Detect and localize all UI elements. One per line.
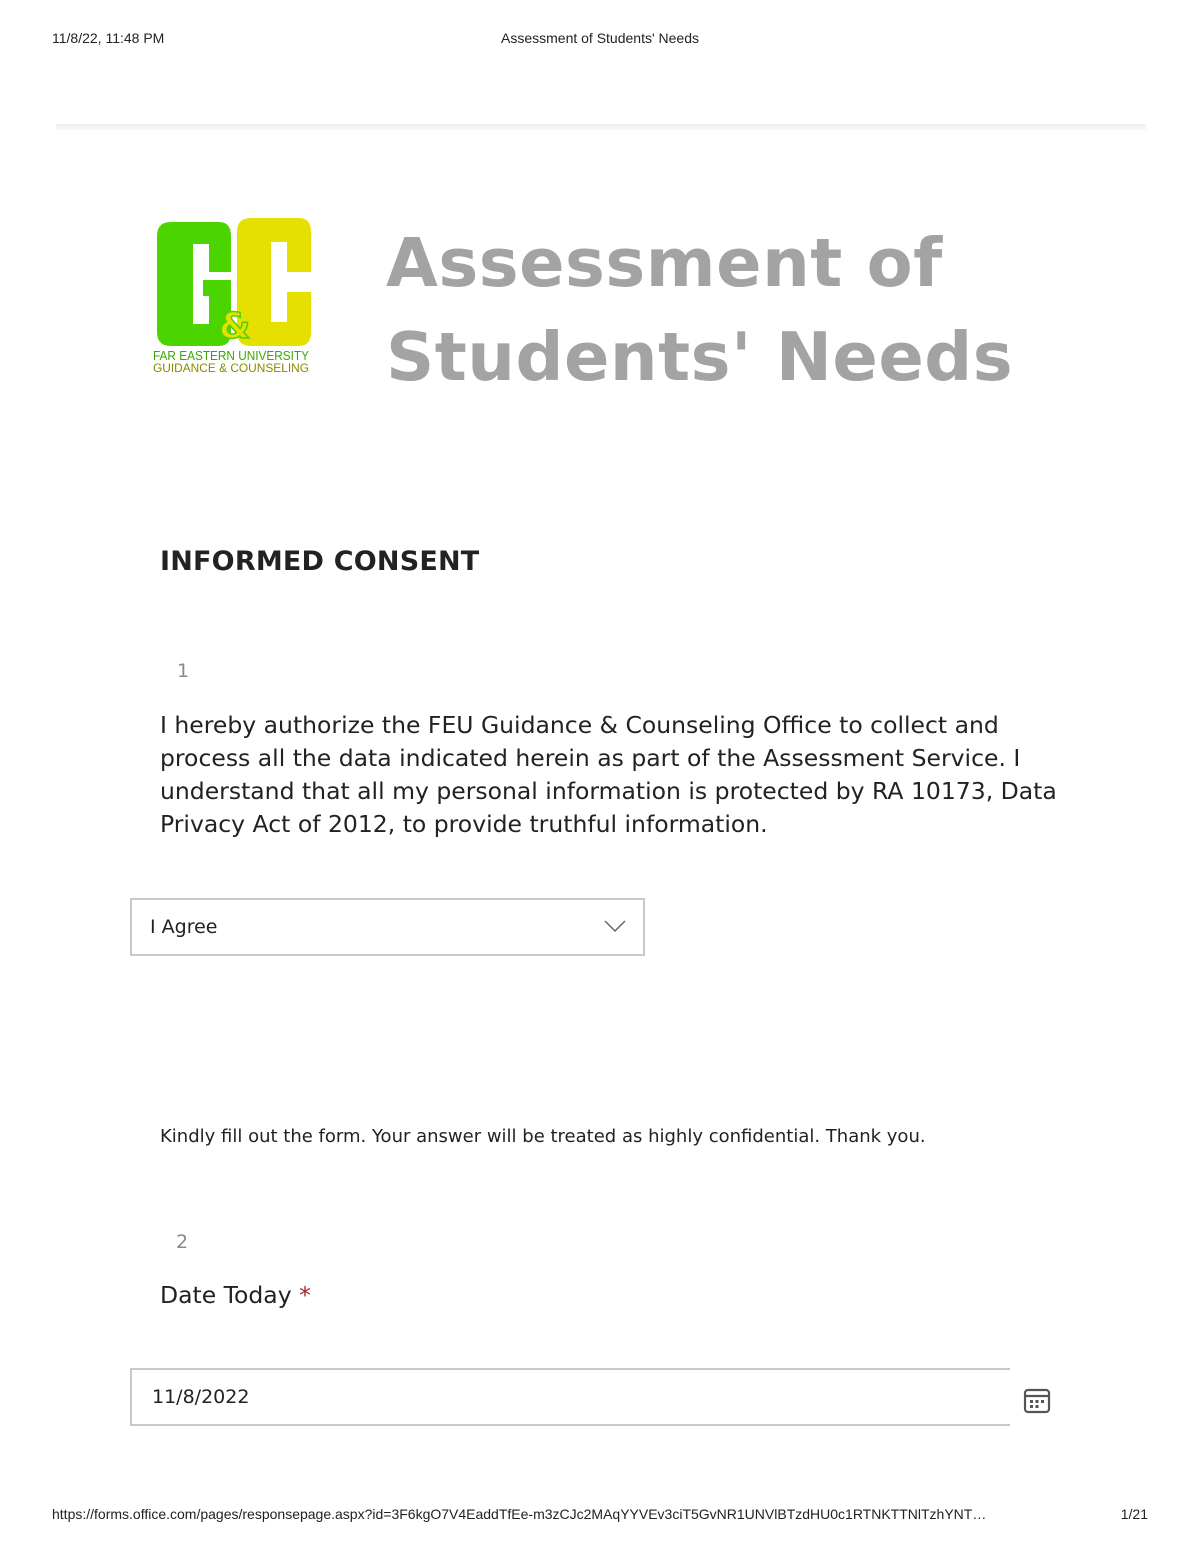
question-2-label-text: Date Today <box>160 1281 292 1309</box>
print-footer <box>52 1506 1148 1526</box>
calendar-icon[interactable] <box>1021 1384 1053 1416</box>
section-title: INFORMED CONSENT <box>160 546 480 577</box>
print-datetime: 11/8/22, 11:48 PM <box>52 30 165 46</box>
logo-line-1: FAR EASTERN UNIVERSITY <box>153 349 310 363</box>
form-instructions: Kindly fill out the form. Your answer will be treated as highly confidential. Thank you. <box>160 1126 926 1147</box>
print-url: https://forms.office.com/pages/responsepage.aspx?id=3F6kgO7V4EaddTfEe-m3zCJc2MAqYYVEv3ciT5GvNR1UNVlBTzdHU0c1RTNKTTNlTzhYNT… <box>52 1506 987 1522</box>
required-marker: * <box>299 1281 311 1309</box>
logo-line-2: GUIDANCE & COUNSELING <box>153 361 309 375</box>
question-1-text: I hereby authorize the FEU Guidance & Counseling Office to collect and process all the data indicated herein as part of the Assessment Service. I understand that all my personal information is protected by RA 10173, Data Privacy Act of 2012, to provide truthful information. <box>160 711 1057 838</box>
question-2-label <box>160 1281 311 1309</box>
feu-guidance-logo <box>153 214 313 376</box>
question-2-number: 2 <box>176 1231 189 1253</box>
form-title-line-1: Assessment of <box>386 224 943 302</box>
print-page-title: Assessment of Students' Needs <box>501 30 699 46</box>
form-title <box>386 216 1086 404</box>
consent-dropdown-value: I Agree <box>150 916 218 938</box>
print-header <box>52 30 1148 50</box>
chevron-down-icon <box>603 918 627 934</box>
consent-dropdown[interactable] <box>130 898 645 956</box>
header-divider <box>56 124 1146 130</box>
form-title-line-2: Students' Needs <box>386 318 1014 396</box>
print-page-number: 1/21 <box>1120 1506 1148 1522</box>
logo-ampersand: & <box>219 306 251 347</box>
question-1-number: 1 <box>177 660 190 682</box>
date-today-input[interactable] <box>130 1368 1010 1426</box>
